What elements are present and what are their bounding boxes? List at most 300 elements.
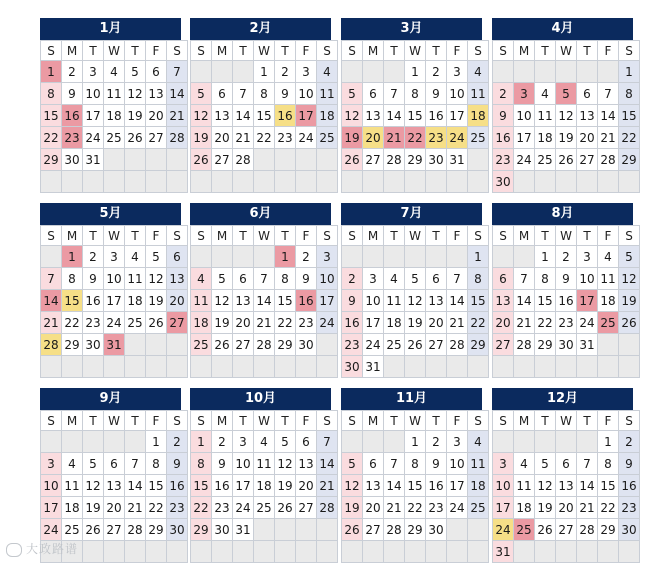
day-cell[interactable]: 20 bbox=[577, 127, 598, 149]
day-cell[interactable]: 23 bbox=[342, 334, 363, 356]
day-cell[interactable]: 13 bbox=[493, 290, 514, 312]
day-cell[interactable]: 7 bbox=[384, 453, 405, 475]
day-cell[interactable]: 22 bbox=[191, 497, 212, 519]
day-cell[interactable]: 5 bbox=[125, 61, 146, 83]
day-cell[interactable]: 2 bbox=[83, 246, 104, 268]
day-cell[interactable]: 26 bbox=[405, 334, 426, 356]
day-cell[interactable]: 26 bbox=[191, 149, 212, 171]
day-cell[interactable]: 17 bbox=[577, 290, 598, 312]
day-cell[interactable]: 3 bbox=[83, 61, 104, 83]
day-cell[interactable]: 8 bbox=[619, 83, 640, 105]
day-cell[interactable]: 11 bbox=[62, 475, 83, 497]
day-cell[interactable]: 29 bbox=[535, 334, 556, 356]
day-cell[interactable]: 14 bbox=[233, 105, 254, 127]
day-cell[interactable]: 15 bbox=[468, 290, 489, 312]
day-cell[interactable]: 1 bbox=[468, 246, 489, 268]
day-cell[interactable]: 30 bbox=[619, 519, 640, 541]
day-cell[interactable]: 23 bbox=[83, 312, 104, 334]
day-cell[interactable]: 19 bbox=[556, 127, 577, 149]
day-cell[interactable]: 23 bbox=[275, 127, 296, 149]
day-cell[interactable]: 19 bbox=[619, 290, 640, 312]
day-cell[interactable]: 24 bbox=[233, 497, 254, 519]
day-cell[interactable]: 7 bbox=[447, 268, 468, 290]
day-cell[interactable]: 9 bbox=[556, 268, 577, 290]
day-cell[interactable]: 23 bbox=[212, 497, 233, 519]
day-cell[interactable]: 24 bbox=[41, 519, 62, 541]
day-cell[interactable]: 21 bbox=[577, 497, 598, 519]
day-cell[interactable]: 7 bbox=[41, 268, 62, 290]
day-cell[interactable]: 24 bbox=[296, 127, 317, 149]
day-cell[interactable]: 4 bbox=[535, 83, 556, 105]
day-cell[interactable]: 3 bbox=[317, 246, 338, 268]
day-cell[interactable]: 7 bbox=[317, 431, 338, 453]
day-cell[interactable]: 2 bbox=[619, 431, 640, 453]
day-cell[interactable]: 15 bbox=[598, 475, 619, 497]
day-cell[interactable]: 31 bbox=[104, 334, 125, 356]
day-cell[interactable]: 4 bbox=[468, 431, 489, 453]
day-cell[interactable]: 5 bbox=[191, 83, 212, 105]
day-cell[interactable]: 16 bbox=[167, 475, 188, 497]
day-cell[interactable]: 9 bbox=[426, 83, 447, 105]
day-cell[interactable]: 8 bbox=[191, 453, 212, 475]
day-cell[interactable]: 12 bbox=[125, 83, 146, 105]
day-cell[interactable]: 27 bbox=[212, 149, 233, 171]
day-cell[interactable]: 30 bbox=[83, 334, 104, 356]
day-cell[interactable]: 9 bbox=[167, 453, 188, 475]
day-cell[interactable]: 5 bbox=[212, 268, 233, 290]
day-cell[interactable]: 6 bbox=[167, 246, 188, 268]
day-cell[interactable]: 27 bbox=[363, 519, 384, 541]
day-cell[interactable]: 27 bbox=[233, 334, 254, 356]
day-cell[interactable]: 5 bbox=[405, 268, 426, 290]
day-cell[interactable]: 13 bbox=[167, 268, 188, 290]
day-cell[interactable]: 10 bbox=[447, 83, 468, 105]
day-cell[interactable]: 3 bbox=[447, 431, 468, 453]
day-cell[interactable]: 26 bbox=[342, 149, 363, 171]
day-cell[interactable]: 23 bbox=[296, 312, 317, 334]
day-cell[interactable]: 10 bbox=[296, 83, 317, 105]
day-cell[interactable]: 23 bbox=[619, 497, 640, 519]
day-cell[interactable]: 19 bbox=[342, 127, 363, 149]
day-cell[interactable]: 1 bbox=[535, 246, 556, 268]
day-cell[interactable]: 28 bbox=[41, 334, 62, 356]
day-cell[interactable]: 14 bbox=[167, 83, 188, 105]
day-cell[interactable]: 6 bbox=[212, 83, 233, 105]
day-cell[interactable]: 28 bbox=[598, 149, 619, 171]
day-cell[interactable]: 19 bbox=[191, 127, 212, 149]
day-cell[interactable]: 25 bbox=[317, 127, 338, 149]
day-cell[interactable]: 4 bbox=[468, 61, 489, 83]
day-cell[interactable]: 21 bbox=[167, 105, 188, 127]
day-cell[interactable]: 22 bbox=[619, 127, 640, 149]
day-cell[interactable]: 1 bbox=[275, 246, 296, 268]
day-cell[interactable]: 30 bbox=[62, 149, 83, 171]
day-cell[interactable]: 26 bbox=[535, 519, 556, 541]
day-cell[interactable]: 14 bbox=[317, 453, 338, 475]
day-cell[interactable]: 11 bbox=[317, 83, 338, 105]
day-cell[interactable]: 7 bbox=[598, 83, 619, 105]
day-cell[interactable]: 26 bbox=[146, 312, 167, 334]
day-cell[interactable]: 5 bbox=[342, 453, 363, 475]
day-cell[interactable]: 27 bbox=[577, 149, 598, 171]
day-cell[interactable]: 18 bbox=[191, 312, 212, 334]
day-cell[interactable]: 25 bbox=[104, 127, 125, 149]
day-cell[interactable]: 13 bbox=[104, 475, 125, 497]
day-cell[interactable]: 21 bbox=[447, 312, 468, 334]
day-cell[interactable]: 21 bbox=[384, 127, 405, 149]
day-cell[interactable]: 10 bbox=[363, 290, 384, 312]
day-cell[interactable]: 6 bbox=[104, 453, 125, 475]
day-cell[interactable]: 20 bbox=[296, 475, 317, 497]
day-cell[interactable]: 30 bbox=[556, 334, 577, 356]
day-cell[interactable]: 11 bbox=[468, 83, 489, 105]
day-cell[interactable]: 3 bbox=[447, 61, 468, 83]
day-cell[interactable]: 7 bbox=[167, 61, 188, 83]
day-cell[interactable]: 11 bbox=[384, 290, 405, 312]
day-cell[interactable]: 3 bbox=[104, 246, 125, 268]
day-cell[interactable]: 1 bbox=[598, 431, 619, 453]
day-cell[interactable]: 22 bbox=[535, 312, 556, 334]
day-cell[interactable]: 12 bbox=[535, 475, 556, 497]
day-cell[interactable]: 24 bbox=[493, 519, 514, 541]
day-cell[interactable]: 9 bbox=[275, 83, 296, 105]
day-cell[interactable]: 5 bbox=[83, 453, 104, 475]
day-cell[interactable]: 2 bbox=[342, 268, 363, 290]
day-cell[interactable]: 28 bbox=[125, 519, 146, 541]
day-cell[interactable]: 23 bbox=[556, 312, 577, 334]
day-cell[interactable]: 17 bbox=[363, 312, 384, 334]
day-cell[interactable]: 14 bbox=[254, 290, 275, 312]
day-cell[interactable]: 11 bbox=[191, 290, 212, 312]
day-cell[interactable]: 29 bbox=[146, 519, 167, 541]
day-cell[interactable]: 13 bbox=[296, 453, 317, 475]
day-cell[interactable]: 13 bbox=[212, 105, 233, 127]
day-cell[interactable]: 1 bbox=[191, 431, 212, 453]
day-cell[interactable]: 16 bbox=[275, 105, 296, 127]
day-cell[interactable]: 30 bbox=[426, 519, 447, 541]
day-cell[interactable]: 18 bbox=[468, 105, 489, 127]
day-cell[interactable]: 2 bbox=[275, 61, 296, 83]
day-cell[interactable]: 12 bbox=[191, 105, 212, 127]
day-cell[interactable]: 22 bbox=[41, 127, 62, 149]
day-cell[interactable]: 6 bbox=[146, 61, 167, 83]
day-cell[interactable]: 31 bbox=[83, 149, 104, 171]
day-cell[interactable]: 23 bbox=[167, 497, 188, 519]
day-cell[interactable]: 3 bbox=[577, 246, 598, 268]
day-cell[interactable]: 14 bbox=[598, 105, 619, 127]
day-cell[interactable]: 15 bbox=[405, 475, 426, 497]
day-cell[interactable]: 9 bbox=[62, 83, 83, 105]
day-cell[interactable]: 18 bbox=[468, 475, 489, 497]
day-cell[interactable]: 12 bbox=[342, 105, 363, 127]
day-cell[interactable]: 13 bbox=[363, 475, 384, 497]
day-cell[interactable]: 18 bbox=[514, 497, 535, 519]
day-cell[interactable]: 28 bbox=[384, 149, 405, 171]
day-cell[interactable]: 24 bbox=[363, 334, 384, 356]
day-cell[interactable]: 8 bbox=[405, 83, 426, 105]
day-cell[interactable]: 27 bbox=[104, 519, 125, 541]
day-cell[interactable]: 23 bbox=[426, 497, 447, 519]
day-cell[interactable]: 26 bbox=[212, 334, 233, 356]
day-cell[interactable]: 24 bbox=[104, 312, 125, 334]
day-cell[interactable]: 10 bbox=[104, 268, 125, 290]
day-cell[interactable]: 15 bbox=[146, 475, 167, 497]
day-cell[interactable]: 13 bbox=[577, 105, 598, 127]
day-cell[interactable]: 8 bbox=[254, 83, 275, 105]
day-cell[interactable]: 21 bbox=[514, 312, 535, 334]
day-cell[interactable]: 8 bbox=[146, 453, 167, 475]
day-cell[interactable]: 29 bbox=[62, 334, 83, 356]
day-cell[interactable]: 3 bbox=[514, 83, 535, 105]
day-cell[interactable]: 1 bbox=[619, 61, 640, 83]
day-cell[interactable]: 16 bbox=[212, 475, 233, 497]
day-cell[interactable]: 8 bbox=[468, 268, 489, 290]
day-cell[interactable]: 15 bbox=[41, 105, 62, 127]
day-cell[interactable]: 6 bbox=[233, 268, 254, 290]
day-cell[interactable]: 4 bbox=[62, 453, 83, 475]
day-cell[interactable]: 17 bbox=[296, 105, 317, 127]
day-cell[interactable]: 24 bbox=[577, 312, 598, 334]
day-cell[interactable]: 25 bbox=[125, 312, 146, 334]
day-cell[interactable]: 22 bbox=[62, 312, 83, 334]
day-cell[interactable]: 11 bbox=[254, 453, 275, 475]
day-cell[interactable]: 12 bbox=[212, 290, 233, 312]
day-cell[interactable]: 12 bbox=[342, 475, 363, 497]
day-cell[interactable]: 16 bbox=[62, 105, 83, 127]
day-cell[interactable]: 22 bbox=[146, 497, 167, 519]
day-cell[interactable]: 8 bbox=[62, 268, 83, 290]
day-cell[interactable]: 8 bbox=[598, 453, 619, 475]
day-cell[interactable]: 27 bbox=[146, 127, 167, 149]
day-cell[interactable]: 9 bbox=[493, 105, 514, 127]
day-cell[interactable]: 6 bbox=[363, 453, 384, 475]
day-cell[interactable]: 21 bbox=[384, 497, 405, 519]
day-cell[interactable]: 9 bbox=[83, 268, 104, 290]
day-cell[interactable]: 29 bbox=[191, 519, 212, 541]
day-cell[interactable]: 18 bbox=[104, 105, 125, 127]
day-cell[interactable]: 27 bbox=[426, 334, 447, 356]
day-cell[interactable]: 12 bbox=[556, 105, 577, 127]
day-cell[interactable]: 20 bbox=[426, 312, 447, 334]
day-cell[interactable]: 11 bbox=[468, 453, 489, 475]
day-cell[interactable]: 17 bbox=[233, 475, 254, 497]
day-cell[interactable]: 25 bbox=[468, 127, 489, 149]
day-cell[interactable]: 7 bbox=[233, 83, 254, 105]
day-cell[interactable]: 25 bbox=[468, 497, 489, 519]
day-cell[interactable]: 1 bbox=[405, 431, 426, 453]
day-cell[interactable]: 2 bbox=[296, 246, 317, 268]
day-cell[interactable]: 26 bbox=[619, 312, 640, 334]
day-cell[interactable]: 20 bbox=[363, 127, 384, 149]
day-cell[interactable]: 10 bbox=[83, 83, 104, 105]
day-cell[interactable]: 16 bbox=[342, 312, 363, 334]
day-cell[interactable]: 27 bbox=[363, 149, 384, 171]
day-cell[interactable]: 29 bbox=[405, 149, 426, 171]
day-cell[interactable]: 14 bbox=[125, 475, 146, 497]
day-cell[interactable]: 2 bbox=[212, 431, 233, 453]
day-cell[interactable]: 1 bbox=[62, 246, 83, 268]
day-cell[interactable]: 4 bbox=[254, 431, 275, 453]
day-cell[interactable]: 28 bbox=[514, 334, 535, 356]
day-cell[interactable]: 24 bbox=[83, 127, 104, 149]
day-cell[interactable]: 7 bbox=[384, 83, 405, 105]
day-cell[interactable]: 26 bbox=[275, 497, 296, 519]
day-cell[interactable]: 16 bbox=[556, 290, 577, 312]
day-cell[interactable]: 7 bbox=[125, 453, 146, 475]
day-cell[interactable]: 15 bbox=[191, 475, 212, 497]
day-cell[interactable]: 28 bbox=[167, 127, 188, 149]
day-cell[interactable]: 3 bbox=[363, 268, 384, 290]
day-cell[interactable]: 10 bbox=[233, 453, 254, 475]
day-cell[interactable]: 30 bbox=[212, 519, 233, 541]
day-cell[interactable]: 20 bbox=[104, 497, 125, 519]
day-cell[interactable]: 5 bbox=[342, 83, 363, 105]
day-cell[interactable]: 30 bbox=[426, 149, 447, 171]
day-cell[interactable]: 3 bbox=[233, 431, 254, 453]
day-cell[interactable]: 19 bbox=[146, 290, 167, 312]
day-cell[interactable]: 4 bbox=[125, 246, 146, 268]
day-cell[interactable]: 17 bbox=[493, 497, 514, 519]
day-cell[interactable]: 23 bbox=[426, 127, 447, 149]
day-cell[interactable]: 18 bbox=[62, 497, 83, 519]
day-cell[interactable]: 17 bbox=[317, 290, 338, 312]
day-cell[interactable]: 14 bbox=[514, 290, 535, 312]
day-cell[interactable]: 19 bbox=[125, 105, 146, 127]
day-cell[interactable]: 21 bbox=[598, 127, 619, 149]
day-cell[interactable]: 3 bbox=[296, 61, 317, 83]
day-cell[interactable]: 15 bbox=[275, 290, 296, 312]
day-cell[interactable]: 4 bbox=[191, 268, 212, 290]
day-cell[interactable]: 29 bbox=[598, 519, 619, 541]
day-cell[interactable]: 15 bbox=[535, 290, 556, 312]
day-cell[interactable]: 18 bbox=[535, 127, 556, 149]
day-cell[interactable]: 22 bbox=[254, 127, 275, 149]
day-cell[interactable]: 19 bbox=[212, 312, 233, 334]
day-cell[interactable]: 22 bbox=[275, 312, 296, 334]
day-cell[interactable]: 21 bbox=[254, 312, 275, 334]
day-cell[interactable]: 24 bbox=[447, 497, 468, 519]
day-cell[interactable]: 7 bbox=[254, 268, 275, 290]
day-cell[interactable]: 22 bbox=[598, 497, 619, 519]
day-cell[interactable]: 26 bbox=[556, 149, 577, 171]
day-cell[interactable]: 18 bbox=[317, 105, 338, 127]
day-cell[interactable]: 13 bbox=[556, 475, 577, 497]
day-cell[interactable]: 19 bbox=[535, 497, 556, 519]
day-cell[interactable]: 18 bbox=[384, 312, 405, 334]
day-cell[interactable]: 30 bbox=[493, 171, 514, 193]
day-cell[interactable]: 9 bbox=[619, 453, 640, 475]
day-cell[interactable]: 17 bbox=[83, 105, 104, 127]
day-cell[interactable]: 2 bbox=[426, 61, 447, 83]
day-cell[interactable]: 17 bbox=[104, 290, 125, 312]
day-cell[interactable]: 24 bbox=[317, 312, 338, 334]
day-cell[interactable]: 29 bbox=[405, 519, 426, 541]
day-cell[interactable]: 28 bbox=[254, 334, 275, 356]
day-cell[interactable]: 20 bbox=[556, 497, 577, 519]
day-cell[interactable]: 21 bbox=[233, 127, 254, 149]
day-cell[interactable]: 5 bbox=[275, 431, 296, 453]
day-cell[interactable]: 9 bbox=[342, 290, 363, 312]
day-cell[interactable]: 23 bbox=[493, 149, 514, 171]
day-cell[interactable]: 10 bbox=[41, 475, 62, 497]
day-cell[interactable]: 11 bbox=[535, 105, 556, 127]
day-cell[interactable]: 6 bbox=[296, 431, 317, 453]
day-cell[interactable]: 14 bbox=[384, 475, 405, 497]
day-cell[interactable]: 31 bbox=[577, 334, 598, 356]
day-cell[interactable]: 7 bbox=[514, 268, 535, 290]
day-cell[interactable]: 25 bbox=[514, 519, 535, 541]
day-cell[interactable]: 14 bbox=[41, 290, 62, 312]
day-cell[interactable]: 2 bbox=[426, 431, 447, 453]
day-cell[interactable]: 15 bbox=[254, 105, 275, 127]
day-cell[interactable]: 17 bbox=[447, 105, 468, 127]
day-cell[interactable]: 11 bbox=[598, 268, 619, 290]
day-cell[interactable]: 12 bbox=[405, 290, 426, 312]
day-cell[interactable]: 12 bbox=[146, 268, 167, 290]
day-cell[interactable]: 6 bbox=[493, 268, 514, 290]
day-cell[interactable]: 1 bbox=[254, 61, 275, 83]
day-cell[interactable]: 24 bbox=[447, 127, 468, 149]
day-cell[interactable]: 24 bbox=[514, 149, 535, 171]
day-cell[interactable]: 13 bbox=[363, 105, 384, 127]
day-cell[interactable]: 9 bbox=[212, 453, 233, 475]
day-cell[interactable]: 3 bbox=[41, 453, 62, 475]
day-cell[interactable]: 4 bbox=[104, 61, 125, 83]
day-cell[interactable]: 8 bbox=[275, 268, 296, 290]
day-cell[interactable]: 16 bbox=[296, 290, 317, 312]
day-cell[interactable]: 20 bbox=[167, 290, 188, 312]
day-cell[interactable]: 5 bbox=[146, 246, 167, 268]
day-cell[interactable]: 19 bbox=[342, 497, 363, 519]
day-cell[interactable]: 14 bbox=[447, 290, 468, 312]
day-cell[interactable]: 13 bbox=[146, 83, 167, 105]
day-cell[interactable]: 20 bbox=[363, 497, 384, 519]
day-cell[interactable]: 16 bbox=[83, 290, 104, 312]
day-cell[interactable]: 21 bbox=[317, 475, 338, 497]
day-cell[interactable]: 5 bbox=[619, 246, 640, 268]
day-cell[interactable]: 2 bbox=[167, 431, 188, 453]
day-cell[interactable]: 4 bbox=[598, 246, 619, 268]
day-cell[interactable]: 22 bbox=[468, 312, 489, 334]
day-cell[interactable]: 19 bbox=[83, 497, 104, 519]
day-cell[interactable]: 9 bbox=[426, 453, 447, 475]
day-cell[interactable]: 9 bbox=[296, 268, 317, 290]
day-cell[interactable]: 22 bbox=[405, 127, 426, 149]
day-cell[interactable]: 26 bbox=[83, 519, 104, 541]
day-cell[interactable]: 16 bbox=[426, 475, 447, 497]
day-cell[interactable]: 23 bbox=[62, 127, 83, 149]
day-cell[interactable]: 11 bbox=[514, 475, 535, 497]
day-cell[interactable]: 5 bbox=[535, 453, 556, 475]
day-cell[interactable]: 25 bbox=[384, 334, 405, 356]
day-cell[interactable]: 22 bbox=[405, 497, 426, 519]
day-cell[interactable]: 10 bbox=[493, 475, 514, 497]
day-cell[interactable]: 28 bbox=[577, 519, 598, 541]
day-cell[interactable]: 27 bbox=[556, 519, 577, 541]
day-cell[interactable]: 26 bbox=[125, 127, 146, 149]
day-cell[interactable]: 2 bbox=[556, 246, 577, 268]
day-cell[interactable]: 6 bbox=[426, 268, 447, 290]
day-cell[interactable]: 15 bbox=[62, 290, 83, 312]
day-cell[interactable]: 12 bbox=[619, 268, 640, 290]
day-cell[interactable]: 19 bbox=[405, 312, 426, 334]
day-cell[interactable]: 28 bbox=[447, 334, 468, 356]
day-cell[interactable]: 18 bbox=[125, 290, 146, 312]
day-cell[interactable]: 25 bbox=[535, 149, 556, 171]
day-cell[interactable]: 11 bbox=[125, 268, 146, 290]
day-cell[interactable]: 20 bbox=[233, 312, 254, 334]
day-cell[interactable]: 10 bbox=[514, 105, 535, 127]
